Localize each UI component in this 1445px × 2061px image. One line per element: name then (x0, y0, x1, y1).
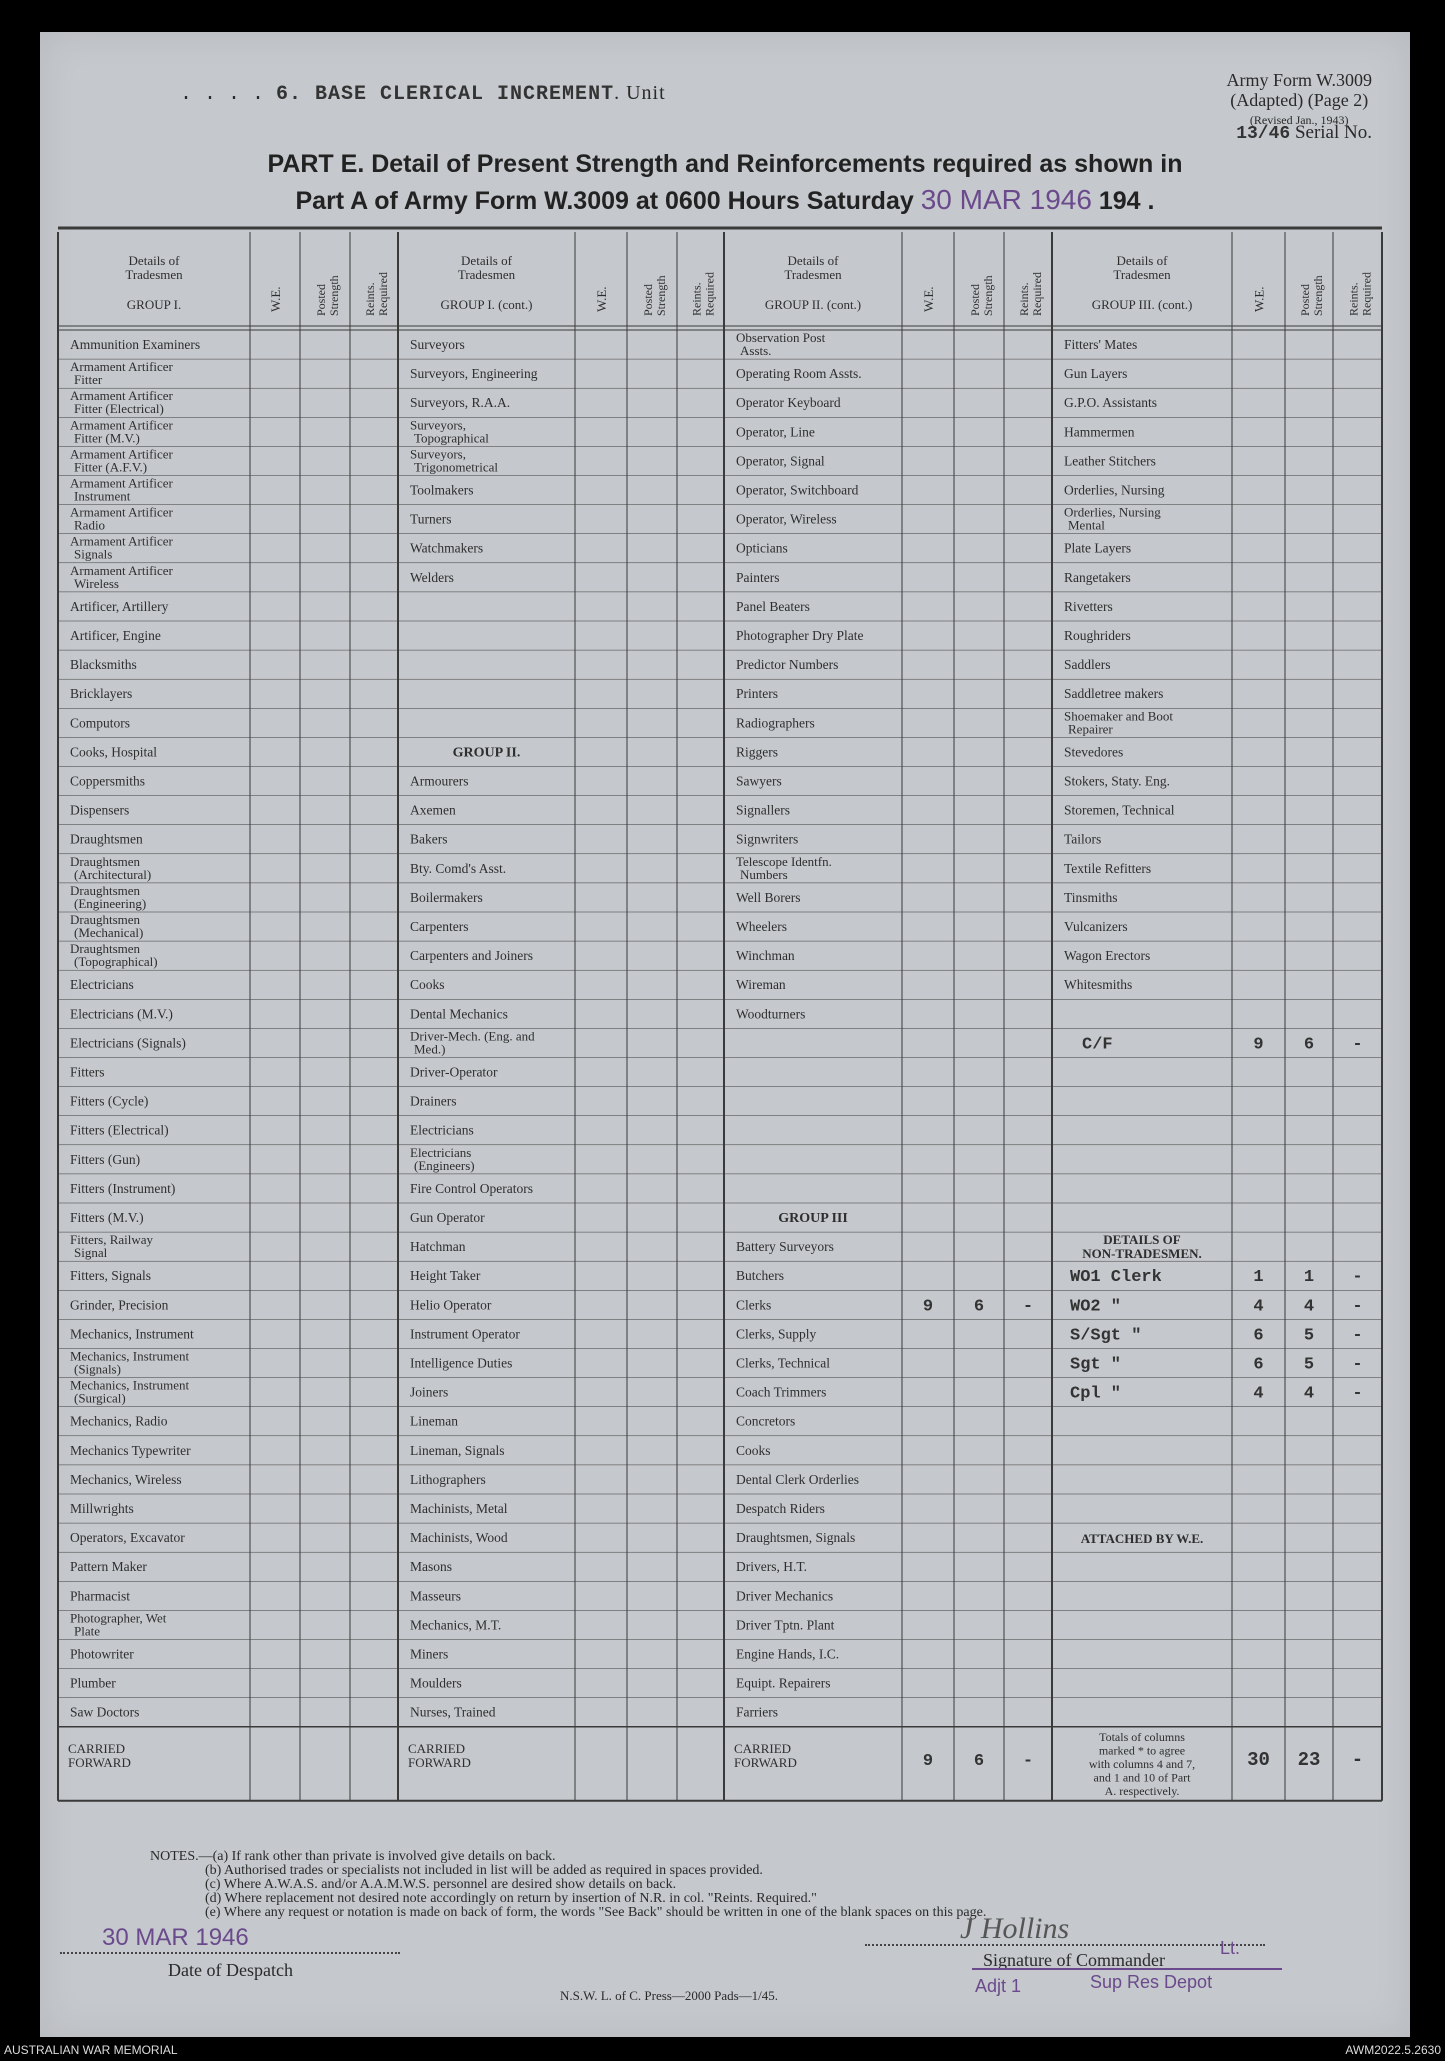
header-posted: Posted (641, 283, 655, 316)
trade-label: Wheelers (736, 919, 787, 934)
form-revised: (Revised Jan., 1943) (1249, 113, 1349, 127)
trade-label: Electricians (410, 1144, 472, 1160)
carried-forward-label: CARRIED (68, 1740, 126, 1756)
trade-label: Operator Keyboard (736, 395, 841, 411)
trade-label: Opticians (736, 540, 788, 556)
header-posted: Posted (1298, 283, 1312, 316)
trade-label: Electricians (M.V.) (70, 1006, 173, 1022)
non-tradesmen-heading: DETAILS OF (1103, 1232, 1181, 1248)
trade-label: Millwrights (70, 1501, 134, 1516)
trade-label: Photowriter (70, 1646, 134, 1662)
trade-label: Fitters, Signals (70, 1268, 152, 1284)
trade-label: Toolmakers (410, 482, 474, 498)
trade-label: Fitters (Electrical) (70, 1122, 169, 1138)
trade-label: Mechanics, Instrument (70, 1348, 190, 1364)
trade-label: Mechanics, Radio (70, 1413, 168, 1429)
trade-label: Med.) (414, 1041, 446, 1057)
header-details: Details of (1116, 253, 1168, 268)
trade-label: (Topographical) (74, 954, 158, 970)
trade-label: Armament Artificer (70, 504, 173, 520)
trade-label: Fitters (Gun) (70, 1151, 141, 1167)
header-reints: Reints. (1017, 282, 1031, 316)
carried-forward-label: FORWARD (408, 1754, 471, 1770)
trade-label: Dispensers (70, 802, 130, 818)
header-tradesmen: Tradesmen (457, 267, 516, 282)
trade-label: Orderlies, Nursing (1064, 504, 1161, 520)
trade-label: Farriers (736, 1704, 778, 1720)
trade-label: Cooks (736, 1442, 771, 1458)
non-tradesman-posted: 5 (1303, 1355, 1315, 1375)
group-heading: GROUP III (778, 1211, 848, 1226)
trade-label: Numbers (740, 866, 788, 882)
header-posted: Posted (968, 283, 982, 316)
trade-label: Mental (1068, 517, 1105, 533)
note-e: (e) Where any request or notation is made on back of form, the words "See Back" should be written in one of the blank spaces on this page. (205, 1905, 987, 1920)
note-d: (d) Where replacement not desired note accordingly on return by insertion of N.R. in col. "Reints. Required." (205, 1891, 817, 1906)
note-c: (c) Where A.W.A.S. and/or A.A.M.W.S. personnel are desired show details on back. (205, 1877, 677, 1892)
trade-label: Saw Doctors (70, 1704, 140, 1720)
non-tradesman-reinfs: - (1352, 1297, 1363, 1317)
header-details: Details of (461, 253, 512, 268)
part-heading-1: PART E. Detail of Present Strength and Reinforcements required as shown in (267, 150, 1183, 178)
clerks-reinfs: - (1022, 1297, 1034, 1317)
trade-label: Radio (74, 517, 106, 533)
trade-label: Draughtsmen (70, 831, 143, 847)
trade-label: Dental Mechanics (410, 1006, 508, 1022)
header-we: W.E. (594, 286, 609, 312)
trade-label: Operator, Wireless (736, 511, 837, 527)
header-required: Required (1359, 272, 1374, 316)
trade-label: Driver-Operator (410, 1064, 498, 1080)
trade-label: Watchmakers (410, 540, 484, 556)
trade-label: Trigonometrical (414, 459, 499, 475)
notes-block (150, 1850, 986, 1920)
depot-stamp: Sup Res Depot (1090, 1972, 1213, 1992)
trade-label: Predictor Numbers (736, 657, 839, 673)
clerks-posted: 6 (973, 1297, 985, 1317)
header-strength: Strength (654, 275, 668, 316)
trade-label: Hatchman (410, 1239, 466, 1255)
trade-label: Electricians (410, 1122, 474, 1138)
trade-label: (Engineering) (74, 895, 147, 911)
header-we: W.E. (921, 286, 936, 312)
trade-label: Photographer, Wet (70, 1610, 167, 1626)
trade-label: Machinists, Metal (410, 1501, 508, 1516)
trade-label: Operator, Line (736, 424, 815, 440)
clerks-we: 9 (922, 1297, 934, 1317)
note-b: (b) Authorised trades or specialists not included in list will be added as required in spaces provided. (205, 1863, 763, 1878)
form-title: Army Form W.3009 (1226, 70, 1372, 90)
trade-label: Operator, Signal (736, 453, 825, 469)
trade-label: Electricians (Signals) (70, 1035, 186, 1051)
trade-label: Drainers (410, 1093, 457, 1109)
carried-forward-label: FORWARD (68, 1754, 131, 1770)
trade-label: Artificer, Engine (70, 628, 161, 643)
trade-label: Fitters (Cycle) (70, 1093, 149, 1109)
carried-forward-label: CARRIED (408, 1740, 466, 1756)
trade-label: Pattern Maker (70, 1559, 147, 1575)
trade-label: Pharmacist (70, 1588, 130, 1604)
trade-label: Wagon Erectors (1064, 948, 1151, 964)
trade-label: Machinists, Wood (410, 1530, 508, 1546)
trade-label: Cooks (410, 977, 445, 993)
part-heading-2-text: Part A of Army Form W.3009 at 0600 Hours Saturday (295, 187, 914, 215)
trade-label: Height Taker (410, 1268, 481, 1284)
trade-label: Clerks, Supply (736, 1326, 817, 1342)
unit-line: . . . . 6. BASE CLERICAL INCREMENT. Unit (180, 82, 666, 106)
trade-label: Armament Artificer (70, 446, 173, 462)
trade-label: Assts. (740, 343, 772, 358)
cf-label: C/F (1082, 1035, 1113, 1055)
trade-label: Dental Clerk Orderlies (736, 1471, 859, 1487)
trade-label: Artificer, Artillery (70, 598, 169, 614)
header-required: Required (702, 272, 717, 316)
trade-label: Sawyers (736, 773, 782, 789)
totals-note: A. respectively. (1104, 1783, 1180, 1798)
trade-label: Butchers (736, 1268, 784, 1284)
trade-label: Helio Operator (410, 1297, 492, 1313)
stamp-rule (972, 1968, 1282, 1970)
trade-label: Well Borers (736, 889, 801, 905)
trade-label: Blacksmiths (70, 657, 137, 673)
despatch-dotline (60, 1952, 400, 1954)
trade-label: Riggers (736, 744, 778, 760)
non-tradesman-reinfs: - (1352, 1355, 1363, 1375)
trade-label: Coppersmiths (70, 773, 146, 789)
trade-label: Fitters (M.V.) (70, 1210, 144, 1225)
trade-label: Printers (736, 686, 778, 702)
trade-label: Lineman, Signals (410, 1442, 505, 1458)
header-details: Details of (787, 253, 839, 268)
trade-label: Gun Layers (1064, 366, 1128, 382)
trade-label: (Engineers) (414, 1157, 475, 1173)
trade-label: Surveyors, Engineering (410, 366, 538, 382)
group-heading: GROUP II. (452, 745, 521, 761)
trade-label: Fitter (Electrical) (74, 401, 164, 417)
trade-label: Photographer Dry Plate (736, 628, 864, 643)
trade-label: (Architectural) (74, 866, 152, 882)
trade-label: Mechanics, Instrument (70, 1326, 194, 1342)
part-heading-2: Part A of Army Form W.3009 at 0600 Hours Saturday 30 MAR 1946 194 . (295, 184, 1155, 215)
trade-label: Stokers, Staty. Eng. (1064, 773, 1170, 789)
totals-note: Totals of columns (1099, 1729, 1185, 1744)
trade-label: Fitters' Mates (1064, 337, 1138, 352)
non-tradesman-rank: Cpl " (1070, 1384, 1122, 1404)
note-a: NOTES.—(a) If rank other than private is involved give details on back. (150, 1849, 556, 1864)
header-tradesmen: Tradesmen (125, 267, 183, 282)
trade-label: Driver-Mech. (Eng. and (410, 1028, 535, 1044)
trade-label: Armament Artificer (70, 475, 173, 491)
trade-label: Draughtsmen (70, 853, 141, 869)
trade-label: Armament Artificer (70, 388, 173, 404)
trade-label: Coach Trimmers (736, 1384, 827, 1400)
trade-label: Moulders (410, 1675, 462, 1691)
form-adapted: (Adapted) (Page 2) (1230, 90, 1369, 110)
trade-label: Engine Hands, I.C. (736, 1646, 840, 1662)
trade-label: Carpenters and Joiners (410, 948, 533, 964)
trade-label: G.P.O. Assistants (1064, 395, 1158, 411)
totals-note: with columns 4 and 7, (1088, 1756, 1196, 1771)
totals-we: 30 (1247, 1748, 1270, 1771)
adjt-stamp: Adjt 1 (975, 1976, 1022, 1996)
header-tradesmen: Tradesmen (784, 267, 842, 282)
trade-label: (Mechanical) (74, 925, 144, 940)
trade-label: Signals (74, 546, 113, 562)
trade-label: Mechanics, Wireless (70, 1471, 182, 1487)
header-posted: Posted (314, 283, 328, 316)
trade-label: Lithographers (410, 1471, 486, 1487)
signature-dotline (865, 1944, 1265, 1946)
header-group: GROUP I. (cont.) (440, 297, 533, 312)
trade-label: Saddletree makers (1064, 686, 1164, 702)
trade-label: Bricklayers (70, 686, 133, 702)
trade-label: Painters (736, 569, 780, 585)
trade-label: Radiographers (736, 715, 815, 731)
trade-label: Bty. Comd's Asst. (410, 860, 507, 876)
trade-label: Equipt. Repairers (736, 1675, 831, 1691)
cf-group2-we: 9 (922, 1751, 934, 1771)
commander-signature: J Hollins (960, 1912, 1070, 1945)
trade-label: Stevedores (1064, 744, 1124, 760)
totals-reinfs: - (1351, 1748, 1364, 1771)
header-strength: Strength (1311, 275, 1325, 316)
trade-label: Signwriters (736, 831, 799, 847)
serial-label: Serial No. (1294, 122, 1372, 143)
header-required: Required (376, 272, 390, 316)
trade-label: Cooks, Hospital (70, 744, 158, 760)
cf-group2-reinfs: - (1022, 1751, 1034, 1771)
trade-label: Signallers (736, 802, 790, 818)
trade-label: Armourers (410, 773, 469, 789)
non-tradesman-rank: WO2 " (1070, 1297, 1122, 1317)
archive-id: AWM2022.5.2630 (1345, 2043, 1441, 2057)
trade-label: Battery Surveyors (736, 1239, 834, 1255)
non-tradesman-we: 1 (1253, 1268, 1264, 1288)
trade-label: Vulcanizers (1064, 919, 1128, 934)
cf-posted: 6 (1303, 1035, 1315, 1055)
trade-label: Wireman (736, 977, 786, 993)
cf-group2-posted: 6 (973, 1751, 985, 1771)
trade-label: Operators, Excavator (70, 1530, 185, 1546)
cf-reinfs: - (1352, 1035, 1363, 1055)
trade-label: Mechanics Typewriter (70, 1442, 191, 1458)
press-line: N.S.W. L. of C. Press—2000 Pads—1/45. (560, 1988, 779, 2003)
non-tradesman-we: 4 (1253, 1297, 1264, 1317)
non-tradesman-reinfs: - (1352, 1326, 1363, 1346)
header-group: GROUP II. (cont.) (764, 297, 862, 312)
non-tradesman-we: 4 (1253, 1384, 1264, 1404)
trade-label: Textile Refitters (1064, 860, 1152, 876)
header-group: GROUP III. (cont.) (1091, 297, 1193, 312)
non-tradesman-we: 6 (1253, 1355, 1264, 1375)
carried-forward-label: FORWARD (734, 1754, 797, 1770)
trade-label: Fitters (70, 1064, 105, 1080)
trade-label: Mechanics, M.T. (410, 1617, 502, 1633)
trade-label: Wireless (74, 575, 119, 591)
trade-label: Fitters, Railway (70, 1232, 154, 1248)
trade-label: Armament Artificer (70, 359, 173, 375)
trade-label: Drivers, H.T. (736, 1559, 807, 1575)
trade-label: Armament Artificer (70, 533, 173, 549)
non-tradesman-rank: Sgt " (1070, 1355, 1122, 1375)
trade-label: Fitter (M.V.) (74, 430, 140, 446)
totals-note: marked * to agree (1098, 1743, 1186, 1758)
serial-value: 13/46 (1236, 124, 1291, 144)
trade-label: Axemen (410, 802, 456, 818)
trade-label: Masons (410, 1559, 453, 1575)
trade-label: Lineman (410, 1413, 458, 1429)
trade-label: Draughtsmen, Signals (736, 1530, 856, 1546)
cf-we: 9 (1253, 1035, 1264, 1055)
non-tradesman-rank: S/Sgt " (1070, 1326, 1142, 1346)
trade-label: Turners (410, 511, 452, 527)
trade-label: (Surgical) (74, 1390, 126, 1406)
header-we: W.E. (268, 286, 283, 312)
trade-label: Surveyors, R.A.A. (410, 395, 511, 411)
trade-label: Welders (410, 569, 454, 585)
trade-label: Instrument Operator (410, 1326, 520, 1342)
trade-label: Hammermen (1064, 424, 1135, 440)
trade-label: Saddlers (1064, 657, 1111, 673)
trade-label: Electricians (70, 977, 134, 993)
header-required: Required (1030, 272, 1044, 316)
non-tradesman-posted: 4 (1303, 1297, 1315, 1317)
trade-label: Gun Operator (410, 1210, 485, 1225)
trade-label: Telescope Identfn. (736, 853, 832, 869)
trade-label: (Signals) (74, 1361, 121, 1377)
trade-label: Draughtsmen (70, 912, 141, 927)
non-tradesman-posted: 1 (1303, 1268, 1315, 1288)
trade-label: Observation Post (736, 330, 826, 345)
non-tradesman-rank: WO1 Clerk (1070, 1268, 1162, 1288)
non-tradesmen-heading: NON-TRADESMEN. (1082, 1246, 1202, 1262)
part-year: 194 (1098, 187, 1141, 215)
trade-label: Rivetters (1064, 598, 1113, 614)
trade-label: Operating Room Assts. (736, 366, 862, 382)
trade-label: Masseurs (410, 1588, 461, 1604)
signature-label: Signature of Commander (983, 1950, 1165, 1970)
trade-label: Driver Tptn. Plant (736, 1617, 835, 1633)
archive-name: AUSTRALIAN WAR MEMORIAL (4, 2043, 178, 2057)
trade-label: Surveyors, (410, 446, 466, 462)
header-tradesmen: Tradesmen (1113, 267, 1171, 282)
trade-label: Clerks (736, 1297, 772, 1313)
trade-label: Boilermakers (410, 889, 483, 905)
trade-label: Joiners (410, 1384, 449, 1400)
non-tradesman-reinfs: - (1352, 1268, 1363, 1288)
despatch-label: Date of Despatch (168, 1960, 293, 1980)
form-page (40, 32, 1410, 2037)
header-strength: Strength (327, 275, 341, 316)
trade-label: Ammunition Examiners (70, 337, 201, 352)
header-reints: Reints. (363, 282, 377, 316)
trade-label: Intelligence Duties (410, 1355, 513, 1371)
trade-label: Fitter (74, 372, 103, 388)
trade-label: Fire Control Operators (410, 1180, 533, 1196)
trade-label: Roughriders (1064, 628, 1131, 643)
header-details: Details of (128, 253, 180, 268)
trade-label: Signal (74, 1245, 108, 1261)
despatch-stamp: 30 MAR 1946 (102, 1924, 249, 1951)
trade-label: Panel Beaters (736, 598, 810, 614)
header-we: W.E. (1251, 286, 1267, 312)
trade-label: Woodturners (736, 1006, 806, 1022)
trade-label: Surveyors (410, 337, 465, 352)
non-tradesman-posted: 5 (1303, 1326, 1315, 1346)
trade-label: Draughtsmen (70, 941, 141, 957)
header-group: GROUP I. (126, 297, 182, 312)
tradesmen-table (40, 32, 1410, 1832)
trade-label: Nurses, Trained (410, 1704, 496, 1720)
trade-label: Shoemaker and Boot (1064, 708, 1174, 724)
trade-label: Operator, Switchboard (736, 482, 859, 498)
trade-label: Mechanics, Instrument (70, 1377, 190, 1393)
trade-label: Topographical (414, 430, 489, 446)
unit-name: 6. BASE CLERICAL INCREMENT (276, 83, 615, 106)
trade-label: Carpenters (410, 919, 469, 934)
header-reints: Reints. (1346, 282, 1361, 316)
trade-label: Computors (70, 715, 131, 731)
trade-label: Leather Stitchers (1064, 453, 1156, 469)
trade-label: Concretors (736, 1413, 796, 1429)
totals-posted: 23 (1297, 1748, 1321, 1771)
trade-label: Armament Artificer (70, 562, 173, 578)
totals-note: and 1 and 10 of Part (1093, 1770, 1191, 1785)
non-tradesman-we: 6 (1253, 1326, 1264, 1346)
rank-stamp: Lt. (1220, 1938, 1241, 1958)
trade-label: Tailors (1064, 831, 1102, 847)
trade-label: Whitesmiths (1064, 977, 1133, 993)
trade-label: Miners (410, 1646, 449, 1662)
header-reints: Reints. (689, 282, 704, 316)
trade-label: Rangetakers (1064, 569, 1131, 585)
trade-label: Fitter (A.F.V.) (74, 459, 148, 475)
trade-label: Orderlies, Nursing (1064, 482, 1165, 498)
attached-heading: ATTACHED BY W.E. (1080, 1531, 1204, 1547)
trade-label: Repairer (1068, 721, 1113, 737)
trade-label: Clerks, Technical (736, 1355, 831, 1371)
archive-footer (0, 2037, 1445, 2061)
non-tradesman-posted: 4 (1303, 1384, 1315, 1404)
trade-label: Tinsmiths (1064, 889, 1118, 905)
trade-label: Grinder, Precision (70, 1297, 169, 1313)
trade-label: Armament Artificer (70, 417, 173, 433)
header-strength: Strength (981, 275, 995, 316)
non-tradesman-reinfs: - (1352, 1384, 1363, 1404)
trade-label: Winchman (736, 948, 795, 964)
trade-label: Draughtsmen (70, 882, 141, 898)
trade-label: Instrument (74, 488, 131, 504)
unit-label: . Unit (614, 82, 666, 104)
trade-label: Plate (74, 1623, 100, 1639)
trade-label: Storemen, Technical (1064, 802, 1175, 818)
carried-forward-label: CARRIED (734, 1740, 792, 1756)
trade-label: Fitters (Instrument) (70, 1180, 176, 1196)
trade-label: Plumber (70, 1675, 116, 1691)
date-stamp: 30 MAR 1946 (920, 184, 1092, 215)
trade-label: Despatch Riders (736, 1501, 825, 1516)
trade-label: Plate Layers (1064, 540, 1132, 556)
trade-label: Bakers (410, 831, 448, 847)
trade-label: Surveyors, (410, 417, 466, 433)
trade-label: Driver Mechanics (736, 1588, 834, 1604)
